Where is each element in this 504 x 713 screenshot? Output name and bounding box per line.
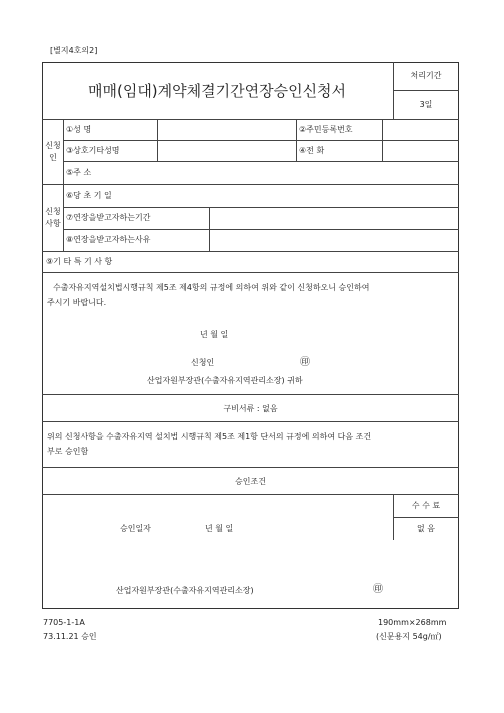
form-number: [별지4호의2] (50, 46, 98, 55)
processing-period-value: 3일 (419, 100, 433, 109)
trade-name-label: ③상호기타성명 (66, 146, 120, 155)
id-number-field[interactable] (383, 120, 458, 139)
extension-reason-field[interactable] (210, 230, 458, 250)
approval-date-footer: 73.11.21 승인 (43, 632, 97, 641)
required-documents: 구비서류 : 없음 (223, 404, 278, 413)
name-field[interactable] (158, 120, 295, 139)
name-label: ①성 명 (66, 125, 92, 134)
applicant-signature-label: 신청인 (191, 358, 215, 367)
paper-type: (신문용지 54g/㎡) (376, 632, 442, 641)
original-date-label: ⑥당 초 기 일 (66, 191, 112, 200)
phone-field[interactable] (383, 141, 458, 160)
phone-label: ④전 화 (299, 146, 325, 155)
paper-size: 190mm×268mm (378, 618, 447, 627)
recipient: 산업자원부장관(수출자유지역관리소장) 귀하 (147, 376, 303, 385)
applicant-group-label: 신청인 (45, 141, 61, 162)
form-code: 7705-1-1A (43, 618, 85, 627)
extension-period-label: ⑦연장을받고자하는기간 (66, 213, 151, 222)
application-group-label: 신청사항 (45, 207, 61, 228)
approval-line-2: 부로 승인함 (47, 447, 89, 456)
id-number-label: ②주민등록번호 (299, 125, 353, 134)
approval-date-value: 년 월 일 (205, 524, 234, 533)
extension-reason-label: ⑧연장을받고자하는사유 (66, 235, 151, 244)
approving-authority: 산업자원부장관(수출자유지역관리소장) (116, 586, 254, 595)
trade-name-field[interactable] (158, 141, 295, 160)
approval-date-label: 승인일자 (120, 524, 151, 533)
fee-value: 없 음 (417, 524, 435, 533)
authority-seal-icon: ㊞ (373, 584, 383, 595)
address-label: ⑤주 소 (66, 168, 92, 177)
extension-period-field[interactable] (210, 208, 458, 228)
applicant-seal-icon: ㊞ (300, 357, 310, 368)
statement-date: 년 월 일 (200, 330, 229, 339)
processing-period-label: 처리기간 (410, 71, 442, 80)
original-date-field[interactable] (158, 185, 458, 206)
fee-label: 수 수 료 (411, 501, 441, 510)
other-notes-label: ⑨기 타 특 기 사 항 (46, 257, 113, 266)
statement-line-1: 수출자유지역설치법시행규칙 제5조 제4항의 규정에 의하여 위와 같이 신청하오니 승인하여 (53, 283, 370, 292)
statement-line-2: 주시기 바랍니다. (47, 298, 107, 307)
approval-conditions-label: 승인조건 (235, 477, 266, 486)
address-field[interactable] (158, 162, 458, 183)
other-notes-field[interactable] (210, 252, 458, 271)
form-title: 매매(임대)계약체결기간연장승인신청서 (88, 82, 347, 100)
approval-line-1: 위의 신청사항을 수출자유지역 설치법 시행규칙 제5조 제1항 단서의 규정에 의하여 다음 조건 (47, 432, 372, 441)
